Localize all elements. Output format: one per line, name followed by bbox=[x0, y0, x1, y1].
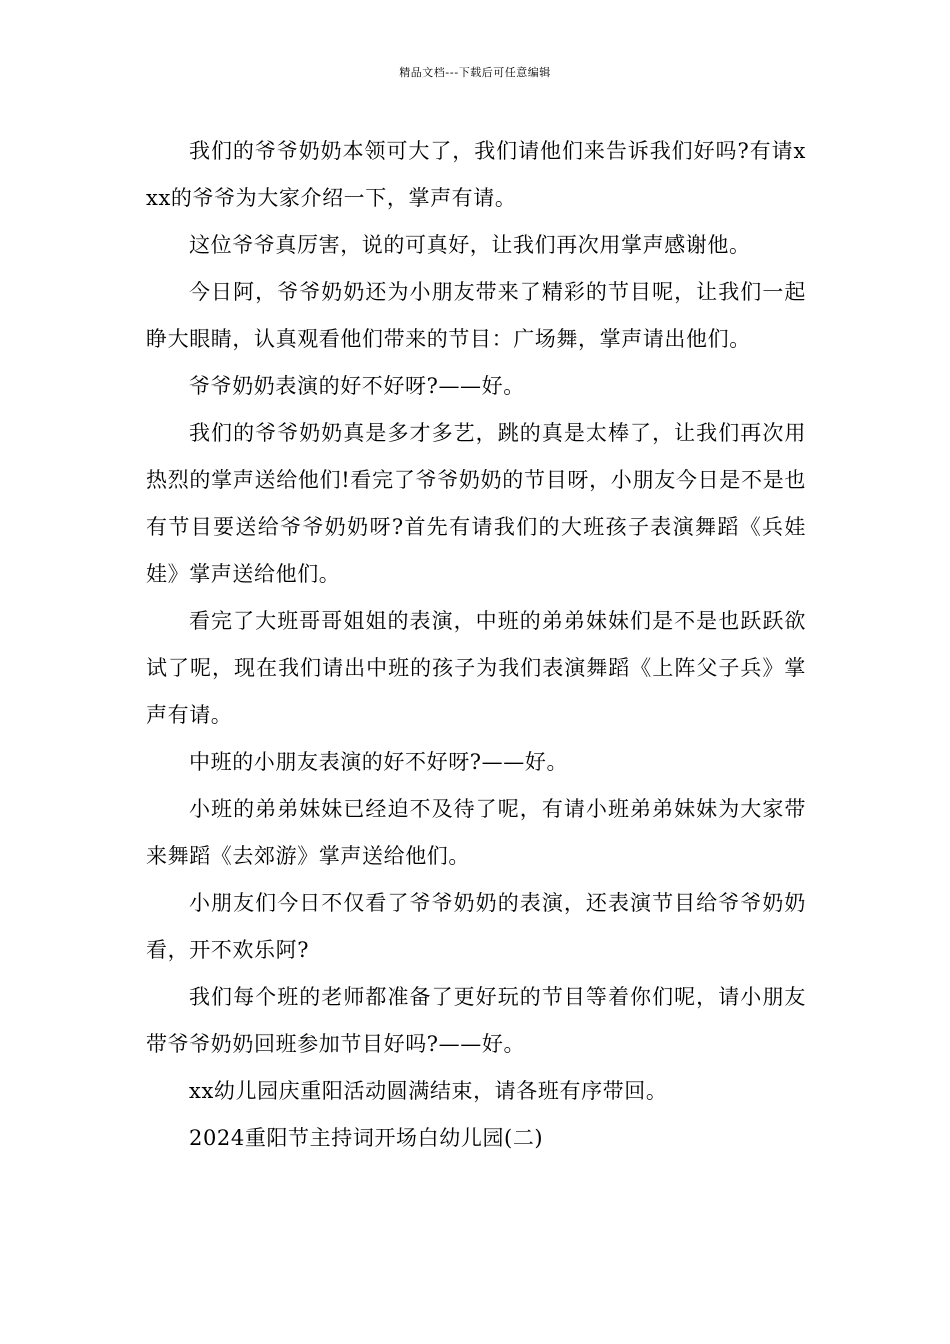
section-title: 2024重阳节主持词开场白幼儿园(二) bbox=[189, 1126, 544, 1150]
paragraph: 小朋友们今日不仅看了爷爷奶奶的表演，还表演节目给爷爷奶奶看，开不欢乐阿? bbox=[146, 891, 806, 962]
document-body bbox=[146, 128, 806, 1162]
paragraph: xx幼儿园庆重阳活动圆满结束，请各班有序带回。 bbox=[189, 1079, 668, 1103]
paragraph: 我们每个班的老师都准备了更好玩的节目等着你们呢，请小朋友带爷爷奶奶回班参加节目好吗?——好。 bbox=[146, 985, 806, 1056]
paragraph: 中班的小朋友表演的好不好呀?——好。 bbox=[189, 750, 569, 774]
paragraph: 看完了大班哥哥姐姐的表演，中班的弟弟妹妹们是不是也跃跃欲试了呢，现在我们请出中班的孩子为我们表演舞蹈《上阵父子兵》掌声有请。 bbox=[146, 609, 806, 727]
paragraph: 我们的爷爷奶奶真是多才多艺，跳的真是太棒了，让我们再次用热烈的掌声送给他们!看完了爷爷奶奶的节目呀，小朋友今日是不是也有节目要送给爷爷奶奶呀?首先有请我们的大班孩子表演舞蹈《兵娃娃》掌声送给他们。 bbox=[146, 421, 806, 586]
paragraph: 今日阿，爷爷奶奶还为小朋友带来了精彩的节目呢，让我们一起睁大眼睛，认真观看他们带来的节目：广场舞，掌声请出他们。 bbox=[146, 280, 806, 351]
paragraph: 小班的弟弟妹妹已经迫不及待了呢，有请小班弟弟妹妹为大家带来舞蹈《去郊游》掌声送给他们。 bbox=[146, 797, 806, 868]
paragraph: 爷爷奶奶表演的好不好呀?——好。 bbox=[189, 374, 525, 398]
page-header: 精品文档---下载后可任意编辑 bbox=[399, 66, 551, 79]
paragraph: 这位爷爷真厉害，说的可真好，让我们再次用掌声感谢他。 bbox=[189, 233, 751, 257]
paragraph: 我们的爷爷奶奶本领可大了，我们请他们来告诉我们好吗?有请xxx的爷爷为大家介绍一下，掌声有请。 bbox=[146, 139, 806, 210]
